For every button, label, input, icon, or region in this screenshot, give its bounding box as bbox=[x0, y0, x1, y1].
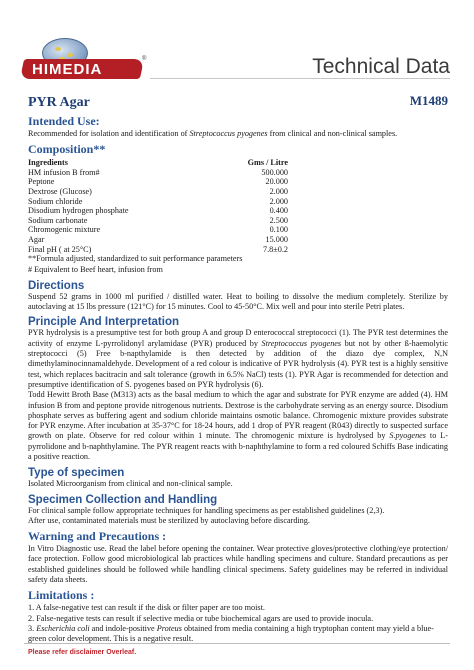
composition-note-2: # Equivalent to Beef heart, infusion from bbox=[28, 264, 163, 274]
page-header bbox=[0, 0, 474, 90]
principle-paragraph-2: Todd Hewitt Broth Base (M313) acts as the basal medium to which the agar and substrate for PYR enzyme are added (4). HM infusion B from and peptone provide nitrogenous nutrients. Dextrose is the carbohydrate serving as an energy source. Disodium phosphate serves as buffering agent and sodium chloride maintains osmotic balance. Chromogenic mixture provides substrate for PYR enzyme. After incubation at 35-37°C for 18-24 hours, add 1 drop of PYR reagent (R043) directly to suspected surface growth on plate. Observe for red colour within 1 minute. The chromogenic mixture is hydrolysed by S.pyogenes to L-pyrrolidone and b-naphthylamine. The PYR reagent reacts with b-naphthylamine to form a red coloured Schiffs Base indicating a positive reaction. bbox=[28, 390, 448, 461]
registered-mark: ® bbox=[142, 56, 147, 62]
ingredient-amount: 0.400 bbox=[269, 206, 288, 216]
ingredient-amount: 2.000 bbox=[269, 187, 288, 197]
header-divider bbox=[150, 78, 450, 79]
principle-heading: Principle And Interpretation bbox=[28, 316, 180, 329]
specimen-type-heading: Type of specimen bbox=[28, 467, 125, 480]
ingredient-amount: 2.500 bbox=[269, 215, 288, 225]
specimen-collection-heading: Specimen Collection and Handling bbox=[28, 493, 218, 506]
ingredient-name: HM infusion B from# bbox=[28, 167, 100, 177]
himedia-logo bbox=[22, 38, 162, 82]
disclaimer-note: Please refer disclaimer Overleaf. bbox=[28, 649, 137, 656]
ingredient-amount: 15.000 bbox=[265, 235, 288, 245]
intended-use-heading: Intended Use: bbox=[28, 114, 100, 128]
composition-row bbox=[28, 225, 288, 235]
specimen-collection-text-1: For clinical sample follow appropriate techniques for handling specimens as per established guidelines (2,3). bbox=[28, 505, 385, 515]
composition-row bbox=[28, 216, 288, 226]
ingredient-name: Sodium chloride bbox=[28, 196, 83, 206]
product-row bbox=[28, 93, 448, 111]
ingredient-amount: 7.8±0.2 bbox=[263, 244, 288, 254]
limitation-item: 3. Escherichia coli and indole-positive Proteus obtained from media containing a high tryptophan content may yield a blue-green color development. This is a negative result. bbox=[28, 623, 434, 644]
ingredient-amount: 2.000 bbox=[269, 196, 288, 206]
principle-paragraph-1: PYR hydrolysis is a presumptive test for both group A and group D enterococcal streptococci (1). The PYR test determines the activity of enzyme L-pyrrolidonyl arylamidase (PYR) produced by Streptococcus pyogenes but not by other ß-haemolytic streptococci (5) Free b-napthylamide is then detected by addition of the diazo dye complex, N,N dimethylaminocinnamaldehyde. Development of a red colour is indicative of PYR hydrolysis (4). PYR test is a highly sensitive test, which replaces bacitracin and salt tolerance (growth in 6.5% NaCl) tests (1). PYR Agar is recommended for detection and presumptive identification of S. pyogenes based on PYR hydrolysis (6). bbox=[28, 328, 448, 389]
limitations-heading: Limitations : bbox=[28, 588, 95, 603]
page-title: Technical Data bbox=[312, 55, 450, 78]
product-code: M1489 bbox=[409, 93, 448, 108]
ingredient-name: Sodium carbonate bbox=[28, 215, 88, 225]
composition-row bbox=[28, 197, 288, 207]
directions-text: Suspend 52 grams in 1000 ml purified / distilled water. Heat to boiling to dissolve the medium completely. Sterilize by autoclaving at 15 lbs pressure (121°C) for 15 minutes. Cool to 45-50°C. Mix well and pour into sterile Petri plates. bbox=[28, 291, 448, 312]
composition-row bbox=[28, 168, 288, 178]
limitation-item: 1. A false-negative test can result if the disk or filter paper are too moist. bbox=[28, 603, 265, 613]
ingredient-amount: 0.100 bbox=[269, 225, 288, 235]
ingredient-amount: 20.000 bbox=[265, 177, 288, 187]
logo-text: HIMEDIA bbox=[32, 61, 103, 78]
limitation-item: 2. False-negative tests can result if selective media or tube biochemical agars are used to provide inocula. bbox=[28, 613, 374, 623]
product-name: PYR Agar bbox=[28, 95, 90, 110]
ingredient-name: Final pH ( at 25°C) bbox=[28, 244, 92, 254]
limitations-list bbox=[28, 603, 448, 644]
ingredient-name: Chromogenic mixture bbox=[28, 225, 101, 235]
composition-header-row bbox=[28, 158, 288, 168]
ingredient-name: Disodium hydrogen phosphate bbox=[28, 206, 129, 216]
warning-heading: Warning and Precautions : bbox=[28, 529, 167, 544]
col-ingredients: Ingredients bbox=[28, 158, 68, 168]
intended-use-text: Recommended for isolation and identification of Streptococcus pyogenes from clinical and non-clinical samples. bbox=[28, 129, 398, 138]
specimen-type-text: Isolated Microorganism from clinical and non-clinical sample. bbox=[28, 479, 233, 489]
specimen-collection-text-2: After use, contaminated materials must be sterilized by autoclaving before discarding. bbox=[28, 515, 310, 525]
ingredient-name: Dextrose (Glucose) bbox=[28, 187, 92, 197]
ingredient-name: Agar bbox=[28, 235, 45, 245]
composition-note-1: **Formula adjusted, standardized to suit performance parameters bbox=[28, 254, 243, 264]
ingredient-amount: 500.000 bbox=[261, 167, 288, 177]
footer-divider bbox=[24, 643, 450, 644]
composition-row bbox=[28, 177, 288, 187]
composition-row bbox=[28, 245, 288, 255]
composition-table bbox=[28, 158, 288, 254]
directions-heading: Directions bbox=[28, 279, 85, 292]
composition-row bbox=[28, 235, 288, 245]
col-gms-litre: Gms / Litre bbox=[247, 158, 288, 168]
ingredient-name: Peptone bbox=[28, 177, 55, 187]
document-body bbox=[28, 93, 448, 645]
composition-heading: Composition** bbox=[28, 142, 106, 157]
warning-text: In Vitro Diagnostic use. Read the label before opening the container. Wear protective gloves/protective clothing/eye protection/ face protection. Follow good microbiological lab practices while handling specimens and culture. Standard precautions as per established guidelines should be followed while handling clinical specimens. Safety guidelines may be referred in individual safety data sheets. bbox=[28, 544, 448, 585]
composition-row bbox=[28, 206, 288, 216]
composition-row bbox=[28, 187, 288, 197]
